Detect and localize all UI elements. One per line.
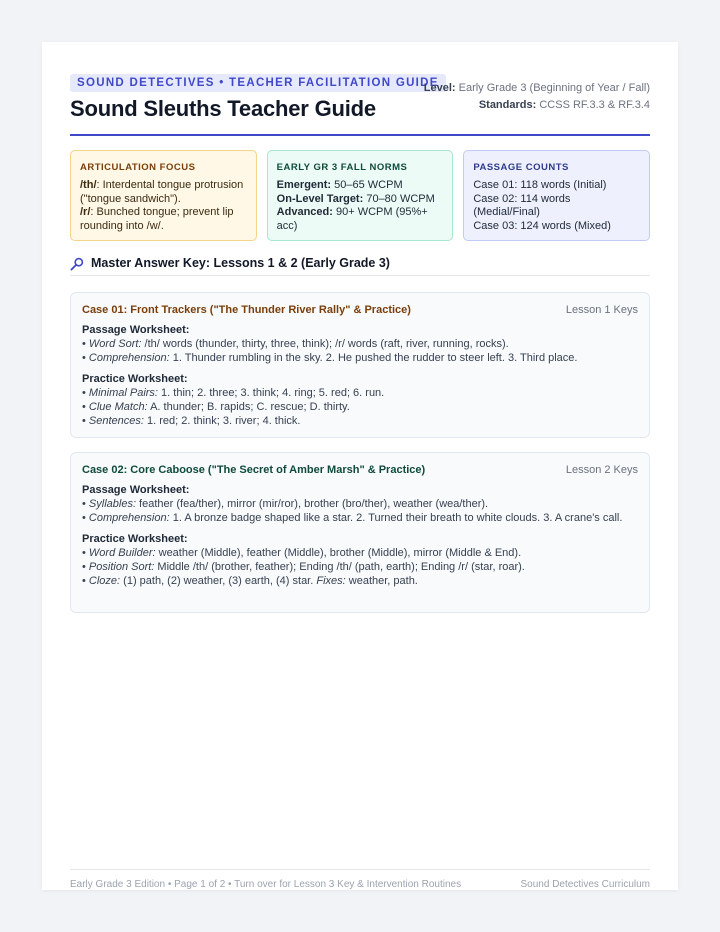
eyebrow-badge: SOUND DETECTIVES • TEACHER FACILITATION GUIDE <box>70 74 446 92</box>
count-line: Case 03: 124 words (Mixed) <box>473 219 611 232</box>
answer-text: feather (fea/ther), mirror (mir/ror), brother (bro/ther), weather (wea/ther). <box>136 498 489 510</box>
fixes-text: weather, path. <box>345 575 418 587</box>
standards-label: Standards: <box>478 99 537 111</box>
passage-heading: Passage Worksheet: <box>82 484 190 496</box>
answer-label: Clue Match: <box>88 401 148 413</box>
passage-counts-card <box>463 150 650 241</box>
advanced-value: 90+ WCPM (95%+ acc) <box>276 206 428 232</box>
answer-text: A. thunder; B. rapids; C. rescue; D. thirty. <box>147 401 350 413</box>
norms-title: EARLY GR 3 FALL NORMS <box>276 162 408 173</box>
answer-text: Middle /th/ (brother, feather); Ending /th/ (path, earth); Ending /r/ (star, roar). <box>154 561 525 573</box>
norm-emergent <box>277 179 444 192</box>
answer-text: 1. A bronze badge shaped like a star. 2. Turned their breath to white clouds. 3. A crane's call. <box>169 512 623 524</box>
answer-text: /th/ words (thunder, thirty, three, think); /r/ words (raft, river, running, rocks). <box>141 338 509 350</box>
case-02-box <box>70 452 650 613</box>
answer-label: Word Builder: <box>88 547 156 559</box>
level-label: Level: <box>423 82 456 94</box>
header-rule <box>70 134 650 136</box>
answer-label: Comprehension: <box>88 352 170 364</box>
answer-line: • Position Sort: Middle /th/ (brother, feather); Ending /th/ (path, earth); Ending /r/ (star, roar). <box>82 561 525 573</box>
standards-value: CCSS RF.3.3 & RF.3.4 <box>539 99 650 111</box>
case-title: Case 01: Front Trackers ("The Thunder River Rally" & Practice) <box>82 304 411 316</box>
answer-line: • Comprehension: 1. Thunder rumbling in the sky. 2. He pushed the rudder to steer left. 3. Third place. <box>82 352 578 364</box>
answer-line: • Cloze: (1) path, (2) weather, (3) earth, (4) star. Fixes: weather, path. <box>82 575 418 587</box>
section-heading <box>70 256 650 276</box>
answer-label: Position Sort: <box>88 561 155 573</box>
emergent-label: Emergent: <box>276 179 332 192</box>
answer-label: Syllables: <box>88 498 136 510</box>
cloze-label: Cloze: <box>88 575 121 587</box>
articulation-th <box>80 179 247 206</box>
practice-heading: Practice Worksheet: <box>82 533 188 545</box>
cloze-text: (1) path, (2) weather, (3) earth, (4) star. <box>120 575 317 587</box>
level-value: Early Grade 3 (Beginning of Year / Fall) <box>458 82 650 94</box>
answer-text: 1. thin; 2. three; 3. think; 4. ring; 5. red; 6. run. <box>158 387 385 399</box>
section-title: Master Answer Key: Lessons 1 & 2 (Early Grade 3) <box>91 256 390 270</box>
answer-line: • Minimal Pairs: 1. thin; 2. three; 3. think; 4. ring; 5. red; 6. run. <box>82 387 385 399</box>
case-key-label: Lesson 1 Keys <box>565 304 638 316</box>
footer-right: Sound Detectives Curriculum <box>520 879 650 890</box>
standards-line <box>424 97 650 114</box>
answer-label: Sentences: <box>88 415 144 427</box>
advanced-label: Advanced: <box>276 206 333 219</box>
th-label: /th/ <box>80 179 97 192</box>
articulation-r <box>80 206 247 233</box>
practice-heading: Practice Worksheet: <box>82 373 188 385</box>
norm-onlevel <box>277 193 444 206</box>
count-line: Case 01: 118 words (Initial) <box>473 179 607 192</box>
norm-advanced <box>277 206 444 233</box>
case-title: Case 02: Core Caboose ("The Secret of Amber Marsh" & Practice) <box>82 464 426 476</box>
answer-label: Minimal Pairs: <box>88 387 158 399</box>
answer-text: weather (Middle), feather (Middle), brother (Middle), mirror (Middle & End). <box>155 547 522 559</box>
answer-text: 1. Thunder rumbling in the sky. 2. He pushed the rudder to steer left. 3. Third place. <box>169 352 578 364</box>
answer-line: • Sentences: 1. red; 2. think; 3. river; 4. thick. <box>82 415 301 427</box>
page <box>42 42 678 890</box>
case-key-label: Lesson 2 Keys <box>565 464 638 476</box>
count-line: Case 02: 114 words (Medial/Final) <box>473 192 571 219</box>
fixes-label: Fixes: <box>316 575 346 587</box>
level-line <box>424 80 650 97</box>
answer-label: Comprehension: <box>88 512 170 524</box>
onlevel-value: 70–80 WCPM <box>366 192 435 205</box>
answer-line: • Word Sort: /th/ words (thunder, thirty, three, think); /r/ words (raft, river, running, rocks). <box>82 338 509 350</box>
answer-line: • Word Builder: weather (Middle), feather (Middle), brother (Middle), mirror (Middle & End). <box>82 547 522 559</box>
norms-card <box>267 150 454 241</box>
case-header <box>82 303 638 321</box>
r-text: : Bunched tongue; prevent lip rounding into /w/. <box>80 206 234 232</box>
header-meta <box>424 80 650 114</box>
info-cards <box>70 150 650 241</box>
answer-label: Word Sort: <box>88 338 142 350</box>
articulation-title: ARTICULATION FOCUS <box>80 162 196 173</box>
case-01-box <box>70 292 650 438</box>
answer-line: • Syllables: feather (fea/ther), mirror (mir/ror), brother (bro/ther), weather (wea/ther). <box>82 498 489 510</box>
emergent-value: 50–65 WCPM <box>334 179 403 192</box>
magnifier-icon <box>70 257 84 271</box>
r-label: /r/ <box>80 206 91 219</box>
th-text: : Interdental tongue protrusion ("tongue sandwich"). <box>80 179 244 205</box>
answer-line: • Clue Match: A. thunder; B. rapids; C. rescue; D. thirty. <box>82 401 350 413</box>
page-content <box>70 72 650 890</box>
onlevel-label: On-Level Target: <box>276 192 364 205</box>
counts-title: PASSAGE COUNTS <box>473 162 569 173</box>
answer-line: • Comprehension: 1. A bronze badge shaped like a star. 2. Turned their breath to white clouds. 3. A crane's call. <box>82 512 623 524</box>
articulation-card <box>70 150 257 241</box>
footer <box>70 869 650 890</box>
page-title: Sound Sleuths Teacher Guide <box>70 96 376 121</box>
answer-text: 1. red; 2. think; 3. river; 4. thick. <box>143 415 301 427</box>
header <box>70 72 650 136</box>
case-header <box>82 463 638 481</box>
passage-heading: Passage Worksheet: <box>82 324 190 336</box>
footer-left: Early Grade 3 Edition • Page 1 of 2 • Turn over for Lesson 3 Key & Intervention Routines <box>70 879 462 890</box>
